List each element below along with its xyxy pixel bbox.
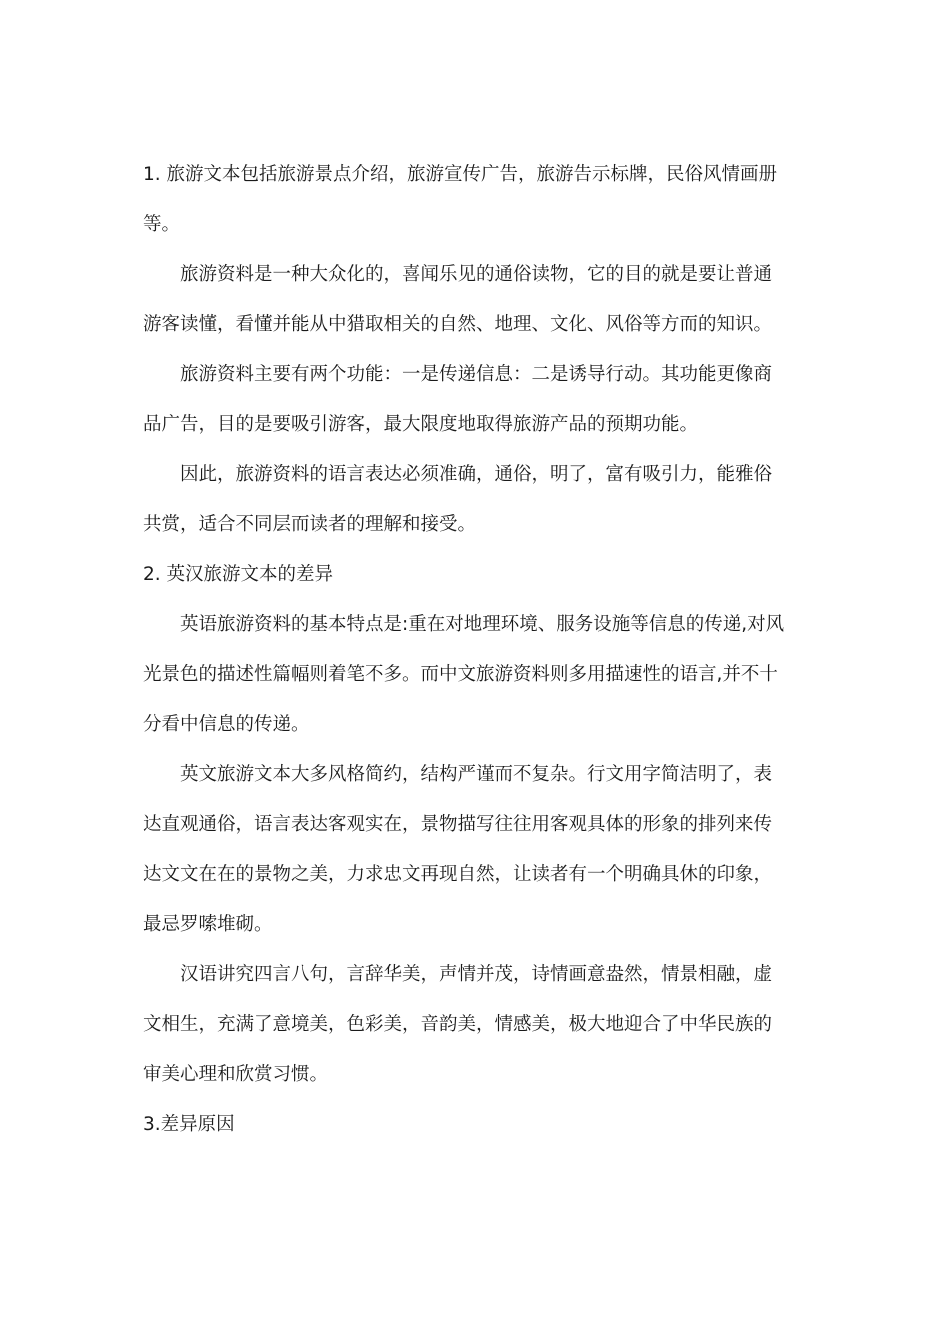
section-heading-1 xyxy=(143,150,803,250)
text-line: 分看中信息的传递。 xyxy=(143,714,310,735)
text-line: 文相生，充满了意境美，色彩美，音韵美，情感美，极大地迎合了中华民族的 xyxy=(143,1014,773,1035)
text-line: 英语旅游资料的基本特点是:重在对地理环境、服务设施等信息的传递,对风 xyxy=(180,614,785,635)
text-line: 最忌罗嗦堆砌。 xyxy=(143,914,273,935)
text-line: 旅游资料主要有两个功能：一是传递信息：二是诱导行动。其功能更像商 xyxy=(180,364,773,385)
text-line: 游客读懂，看懂并能从中猎取相关的自然、地理、文化、风俗等方而的知识。 xyxy=(143,314,773,335)
text-line: 等。 xyxy=(143,214,181,235)
text-line: 旅游资料是一种大众化的，喜闻乐见的通俗读物，它的目的就是要让普通 xyxy=(180,264,773,285)
paragraph xyxy=(143,350,803,450)
text-line: 光景色的描述性篇幅则着笔不多。而中文旅游资料则多用描速性的语言,并不十 xyxy=(143,664,778,685)
document-page xyxy=(143,150,803,1150)
text-line: 因此，旅游资料的语言表达必须准确，通俗，明了，富有吸引力，能雅俗 xyxy=(180,464,773,485)
text-line: 3.差异原因 xyxy=(143,1114,235,1135)
text-line: 2. 英汉旅游文本的差异 xyxy=(143,564,334,585)
paragraph xyxy=(143,750,803,950)
section-heading-3 xyxy=(143,1100,803,1150)
text-line: 达文文在在的景物之美，力求忠文再现自然，让读者有一个明确具休的印象， xyxy=(143,864,773,885)
text-line: 英文旅游文本大多风格简约，结构严谨而不复杂。行文用字简洁明了，表 xyxy=(180,764,773,785)
text-line: 1. 旅游文本包括旅游景点介绍，旅游宣传广告，旅游告示标牌，民俗风情画册 xyxy=(143,164,778,185)
text-line: 审美心理和欣赏习惯。 xyxy=(143,1064,329,1085)
paragraph xyxy=(143,250,803,350)
section-heading-2 xyxy=(143,550,803,600)
paragraph xyxy=(143,600,803,750)
paragraph xyxy=(143,950,803,1100)
text-line: 品广告，目的是要吸引游客，最大限度地取得旅游产品的预期功能。 xyxy=(143,414,699,435)
text-line: 共赏，适合不同层而读者的理解和接受。 xyxy=(143,514,477,535)
text-line: 达直观通俗，语言表达客观实在，景物描写往往用客观具体的形象的排列来传 xyxy=(143,814,773,835)
paragraph xyxy=(143,450,803,550)
text-line: 汉语讲究四言八句，言辞华美，声情并茂，诗情画意盎然，情景相融，虚 xyxy=(180,964,773,985)
